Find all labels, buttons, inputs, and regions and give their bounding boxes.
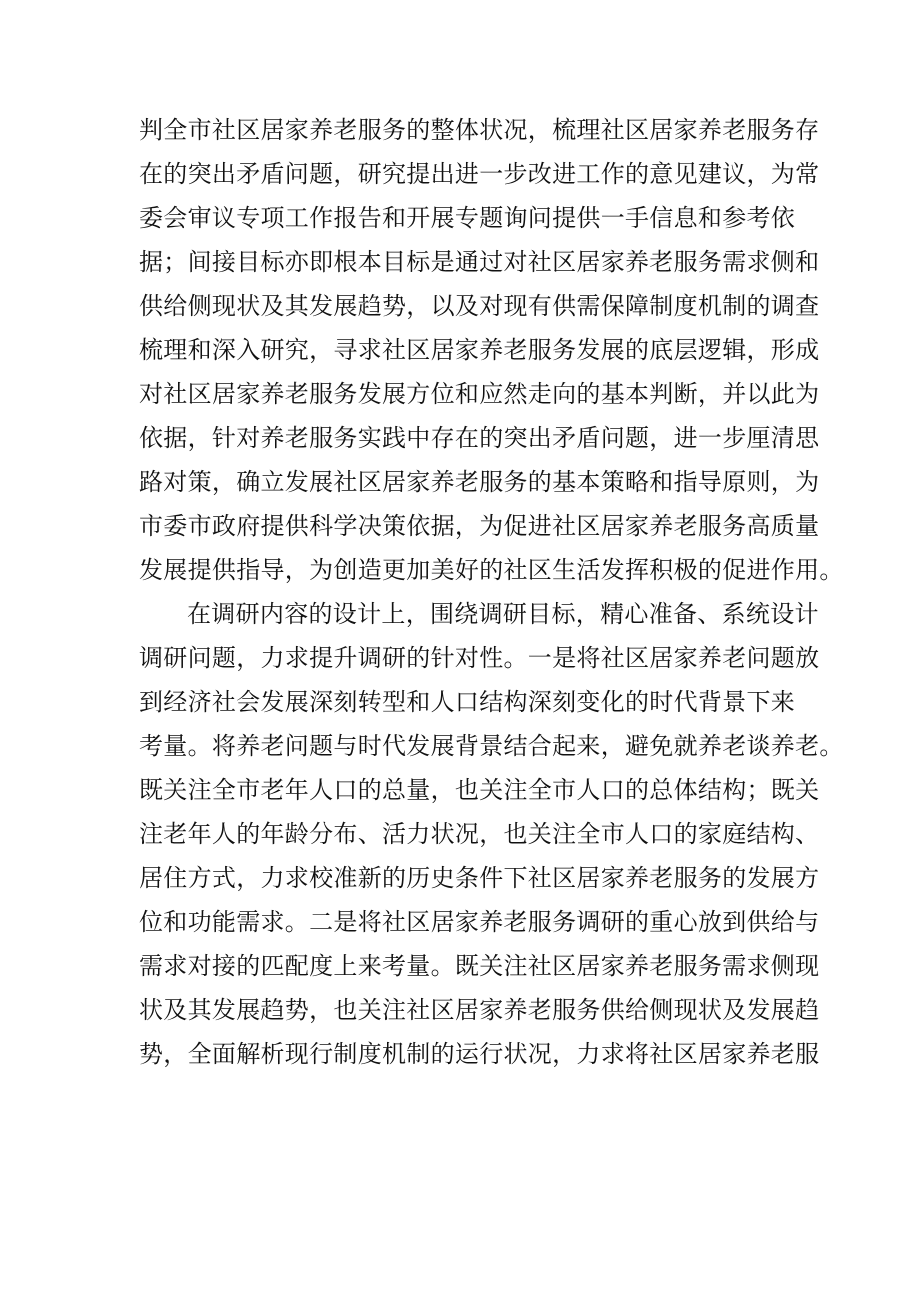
text-line: 依据，针对养老服务实践中存在的突出矛盾问题，进一步厘清思 <box>139 424 820 452</box>
text-line: 发展提供指导，为创造更加美好的社区生活发挥积极的促进作用。 <box>139 556 844 584</box>
text-line: 调研问题，力求提升调研的针对性。一是将社区居家养老问题放 <box>139 644 820 672</box>
document-body <box>139 108 844 1076</box>
text-line: 注老年人的年龄分布、活力状况，也关注全市人口的家庭结构、 <box>139 820 820 848</box>
text-line: 需求对接的匹配度上来考量。既关注社区居家养老服务需求侧现 <box>139 952 820 980</box>
paragraph-1 <box>139 108 844 592</box>
text-line: 居住方式，力求校准新的历史条件下社区居家养老服务的发展方 <box>139 864 820 892</box>
text-line: 梳理和深入研究，寻求社区居家养老服务发展的底层逻辑，形成 <box>139 336 820 364</box>
text-line: 到经济社会发展深刻转型和人口结构深刻变化的时代背景下来 <box>139 688 796 716</box>
text-line: 既关注全市老年人口的总量，也关注全市人口的总体结构；既关 <box>139 776 820 804</box>
text-line: 供给侧现状及其发展趋势，以及对现有供需保障制度机制的调查 <box>139 292 820 320</box>
text-line: 委会审议专项工作报告和开展专题询问提供一手信息和参考依 <box>139 204 796 232</box>
text-line: 考量。将养老问题与时代发展背景结合起来，避免就养老谈养老。 <box>139 732 844 760</box>
text-line: 在的突出矛盾问题，研究提出进一步改进工作的意见建议，为常 <box>139 160 820 188</box>
text-line: 状及其发展趋势，也关注社区居家养老服务供给侧现状及发展趋 <box>139 996 820 1024</box>
text-line-indented: 在调研内容的设计上，围绕调研目标，精心准备、系统设计 <box>187 600 819 628</box>
text-line: 路对策，确立发展社区居家养老服务的基本策略和指导原则，为 <box>139 468 820 496</box>
text-line: 市委市政府提供科学决策依据，为促进社区居家养老服务高质量 <box>139 512 820 540</box>
text-line: 势，全面解析现行制度机制的运行状况，力求将社区居家养老服 <box>139 1040 820 1068</box>
text-line: 判全市社区居家养老服务的整体状况，梳理社区居家养老服务存 <box>139 116 820 144</box>
paragraph-2 <box>139 592 844 1076</box>
text-line: 对社区居家养老服务发展方位和应然走向的基本判断，并以此为 <box>139 380 820 408</box>
text-line: 位和功能需求。二是将社区居家养老服务调研的重心放到供给与 <box>139 908 820 936</box>
text-line: 据；间接目标亦即根本目标是通过对社区居家养老服务需求侧和 <box>139 248 820 276</box>
